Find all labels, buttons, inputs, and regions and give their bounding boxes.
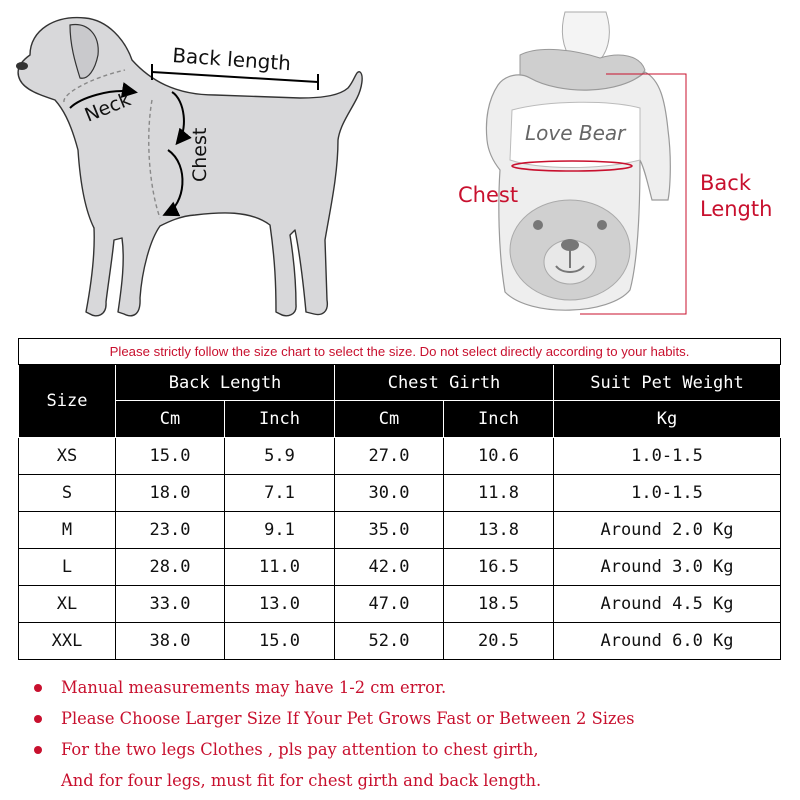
table-row [19, 623, 781, 660]
note-text: And for four legs, must fit for chest girth and back length. [61, 771, 542, 790]
weight-cell: Around 2.0 Kg [554, 512, 781, 549]
size-cell: M [19, 512, 116, 549]
chest-cm-cell: 27.0 [335, 438, 444, 475]
table-row [19, 475, 781, 512]
weight-cell: Around 3.0 Kg [554, 549, 781, 586]
chest-inch-cell: 16.5 [444, 549, 554, 586]
weight-cell: 1.0-1.5 [554, 438, 781, 475]
unit-header: Cm [116, 401, 225, 438]
neck-label: Neck [81, 88, 134, 127]
garment-chest-label: Chest [458, 183, 519, 207]
list-item [34, 767, 774, 798]
unit-header: Cm [335, 401, 444, 438]
back-length-indicator [152, 43, 318, 90]
garment-print-text: Love Bear [525, 121, 626, 145]
bullet-icon [34, 715, 42, 723]
back-inch-cell: 11.0 [225, 549, 335, 586]
back-length-label: Back length [171, 43, 292, 76]
unit-header: Inch [225, 401, 335, 438]
back-cm-cell: 28.0 [116, 549, 225, 586]
back-cm-cell: 23.0 [116, 512, 225, 549]
weight-cell: Around 6.0 Kg [554, 623, 781, 660]
note-text: Manual measurements may have 1-2 cm error. [61, 678, 447, 697]
chest-inch-cell: 20.5 [444, 623, 554, 660]
table-row [19, 512, 781, 549]
size-notice: Please strictly follow the size chart to select the size. Do not select directly according to your habits. [19, 339, 781, 365]
note-text: Please Choose Larger Size If Your Pet Grows Fast or Between 2 Sizes [61, 709, 635, 728]
chest-inch-cell: 11.8 [444, 475, 554, 512]
back-inch-cell: 9.1 [225, 512, 335, 549]
pet-weight-header: Suit Pet Weight [554, 365, 781, 401]
header-row-units [19, 401, 781, 438]
weight-cell: 1.0-1.5 [554, 475, 781, 512]
bullet-icon [34, 746, 42, 754]
size-header: Size [19, 365, 116, 438]
chest-cm-cell: 42.0 [335, 549, 444, 586]
size-cell: L [19, 549, 116, 586]
size-cell: XL [19, 586, 116, 623]
back-cm-cell: 18.0 [116, 475, 225, 512]
bullet-icon [34, 684, 42, 692]
notice-row [19, 339, 781, 365]
garment-illustration [486, 12, 686, 314]
size-cell: XXL [19, 623, 116, 660]
header-row-groups [19, 365, 781, 401]
garment-back-label-line2: Length [700, 197, 773, 221]
table-row [19, 438, 781, 475]
chest-cm-cell: 30.0 [335, 475, 444, 512]
measurement-diagram [0, 0, 800, 335]
chest-cm-cell: 52.0 [335, 623, 444, 660]
garment-back-label-line1: Back [700, 171, 751, 195]
list-item [34, 705, 774, 736]
unit-header: Kg [554, 401, 781, 438]
note-text: For the two legs Clothes , pls pay attention to chest girth, [61, 740, 539, 759]
notes-list [34, 674, 774, 798]
back-cm-cell: 15.0 [116, 438, 225, 475]
size-cell: XS [19, 438, 116, 475]
table-row [19, 586, 781, 623]
list-item [34, 736, 774, 767]
list-item [34, 674, 774, 705]
chest-label: Chest [189, 127, 211, 182]
back-inch-cell: 13.0 [225, 586, 335, 623]
back-cm-cell: 33.0 [116, 586, 225, 623]
back-length-header: Back Length [116, 365, 335, 401]
size-chart-table [18, 338, 781, 660]
chest-cm-cell: 47.0 [335, 586, 444, 623]
chest-inch-cell: 13.8 [444, 512, 554, 549]
back-cm-cell: 38.0 [116, 623, 225, 660]
size-cell: S [19, 475, 116, 512]
chest-girth-header: Chest Girth [335, 365, 554, 401]
back-inch-cell: 15.0 [225, 623, 335, 660]
back-inch-cell: 5.9 [225, 438, 335, 475]
chest-cm-cell: 35.0 [335, 512, 444, 549]
back-inch-cell: 7.1 [225, 475, 335, 512]
chest-inch-cell: 18.5 [444, 586, 554, 623]
chest-inch-cell: 10.6 [444, 438, 554, 475]
weight-cell: Around 4.5 Kg [554, 586, 781, 623]
unit-header: Inch [444, 401, 554, 438]
table-row [19, 549, 781, 586]
